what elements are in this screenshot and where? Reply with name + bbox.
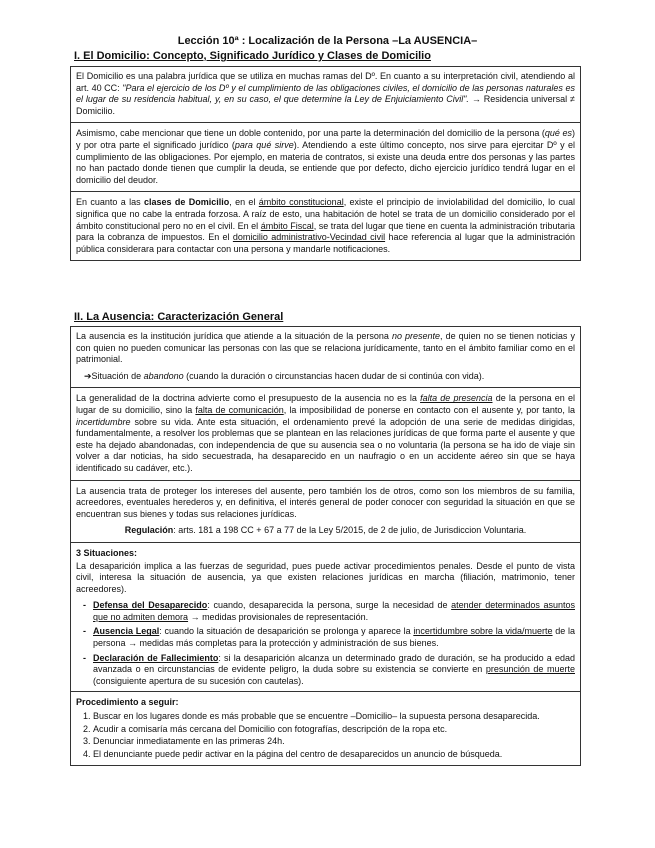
- section-2-box: [70, 326, 581, 766]
- procedimiento-heading: Procedimiento a seguir:: [76, 697, 179, 708]
- divider: [71, 387, 580, 388]
- divider: [71, 542, 580, 543]
- list-item: - Declaración de Fallecimiento: si la desaparición alcanza un determinado grado de duración, se ha producido a edad avanzada o en circunstancias de evidente peligro, la duda sobre su existencia se convierte en presunción de muerte (consiguiente apertura de su sucesión con cautelas).: [93, 653, 575, 688]
- doctrina-paragraph: La generalidad de la doctrina advierte como el presupuesto de la ausencia no es la falta de presencia de la persona en el lugar de su domicilio, sino la falta de comunicación, la imposibilidad de ponerse en contacto con el ausente y, por tanto, la incertidumbre sobre su vida. Ante esta situación, el ordenamiento prevé la adopción de una serie de medidas dirigidas, fundamentalmente, a resolver los problemas que se plantean en las relaciones jurídicas de que forma parte el ausente y que este ha dejado abandonadas, con independencia de que su ausencia sea o no voluntaria (la persona se ha ido de viaje sin volver a dar noticias, ha sido secuestrada, ha desaparecido en un naufragio o en un accidente aéreo sin que se haya identificado su cadáver, etc.).: [76, 393, 576, 473]
- proteccion-paragraph: La ausencia trata de proteger los intereses del ausente, pero también los de otros, como son los miembros de su familia, acreedores, eventuales herederos y, en definitiva, el interés general de poder conocer con seguridad la situación en que se encuentran sus bienes y todas sus relaciones jurídicas.: [76, 485, 575, 519]
- divider: [71, 122, 580, 123]
- domicilio-definition: El Domicilio es una palabra jurídica que se utiliza en muchas ramas del Dº. En cuanto a su interpretación civil, atendiendo al art. 40 CC: "Para el ejercicio de los Dº y el cumplimiento de las obligaciones civiles, el domicilio de las personas naturales es el lugar de su residencia habitual, y, en su caso, el que determine la Ley de Enjuiciamiento Civil". → Residencia universal ≠ Domicilio.: [76, 71, 576, 116]
- list-item: - Ausencia Legal: cuando la situación de desaparición se prolonga y aparece la incertidumbre sobre la vida/muerte de la persona → medidas más completas para la protección y administración de sus bienes.: [93, 626, 575, 649]
- domicilio-content: Asimismo, cabe mencionar que tiene un doble contenido, por una parte la determinación del domicilio de la persona (qué es) y por otra parte el significado jurídico (para qué sirve). Atendiendo a este último concepto, nos sirve para ejercitar Dº y el cumplimiento de las obligaciones. Por ejemplo, en materia de contratos, si existe una deuda entre dos personas y las partes no han pactado donde tienen que cumplir la deuda, se entiende que por defecto, dicho ejercicio jurídico tendrá lugar en el domicilio del deudor.: [76, 128, 575, 185]
- domicilio-classes: En cuanto a las clases de Domicilio, en el ámbito constitucional, existe el principio de inviolabilidad del domicilio, lo cual significa que no cabe la entrada forzosa. A raíz de esto, una habitación de hotel se trata de un domicilio considerado por el ámbito constitucional pero no en el civil. En el ámbito Fiscal, se trata del lugar que tiene en cuenta la administración tributaria para la cobranza de impuestos. En el domicilio administrativo-Vecindad civil hace referencia al lugar que la administración pública considerara para contactar con una persona y mandarle notificaciones.: [76, 197, 576, 254]
- abandono-note: ➔Situación de abandono (cuando la duración o circunstancias hacen dudar de si continúa con vida).: [84, 370, 485, 381]
- page-title: Lección 10ª : Localización de la Persona –La AUSENCIA–: [177, 35, 478, 47]
- divider: [71, 480, 580, 481]
- ausencia-definition: La ausencia es la institución jurídica que atiende a la situación de la persona no presente, de quien no se tienen noticias y con quien no pueden comunicar las personas con las que se relaciona jurídicamente, tanto en el ámbito familiar como en el patrimonial.: [76, 331, 575, 365]
- regulacion-line: Regulación: arts. 181 a 198 CC + 67 a 77 de la Ley 5/2015, de 2 de julio, de Jurisdiccion Voluntaria.: [124, 525, 527, 536]
- section-1-heading: I. El Domicilio: Concepto, Significado Jurídico y Clases de Domicilio: [74, 50, 431, 62]
- list-item: 1. Buscar en los lugares donde es más probable que se encuentre –Domicilio– la supuesta persona desaparecida.: [93, 711, 575, 723]
- divider: [71, 691, 580, 692]
- situaciones-heading: 3 Situaciones:: [76, 547, 138, 558]
- list-item: 4. El denunciante puede pedir activar en la página del centro de desaparecidos un anuncio de búsqueda.: [93, 749, 575, 761]
- situaciones-intro: La desaparición implica a las fuerzas de seguridad, pues puede activar procedimientos penales. Desde el punto de vista civil, interesa la situación de ausencia, ya que existen relaciones jurídicas en marcha (filiación, matrimonio, tener acreedores).: [76, 560, 575, 594]
- procedimiento-list: [76, 711, 575, 760]
- situaciones-list: [76, 600, 575, 687]
- divider: [71, 191, 580, 192]
- section-1-box: [70, 66, 581, 261]
- list-item: 3. Denunciar inmediatamente en las primeras 24h.: [93, 736, 575, 748]
- section-2-heading: II. La Ausencia: Caracterización General: [74, 311, 284, 323]
- list-item: - Defensa del Desaparecido: cuando, desaparecida la persona, surge la necesidad de atender determinados asuntos que no admiten demora → medidas provisionales de representación.: [93, 600, 575, 623]
- list-item: 2. Acudir a comisaría más cercana del Domicilio con fotografías, descripción de la ropa etc.: [93, 724, 575, 736]
